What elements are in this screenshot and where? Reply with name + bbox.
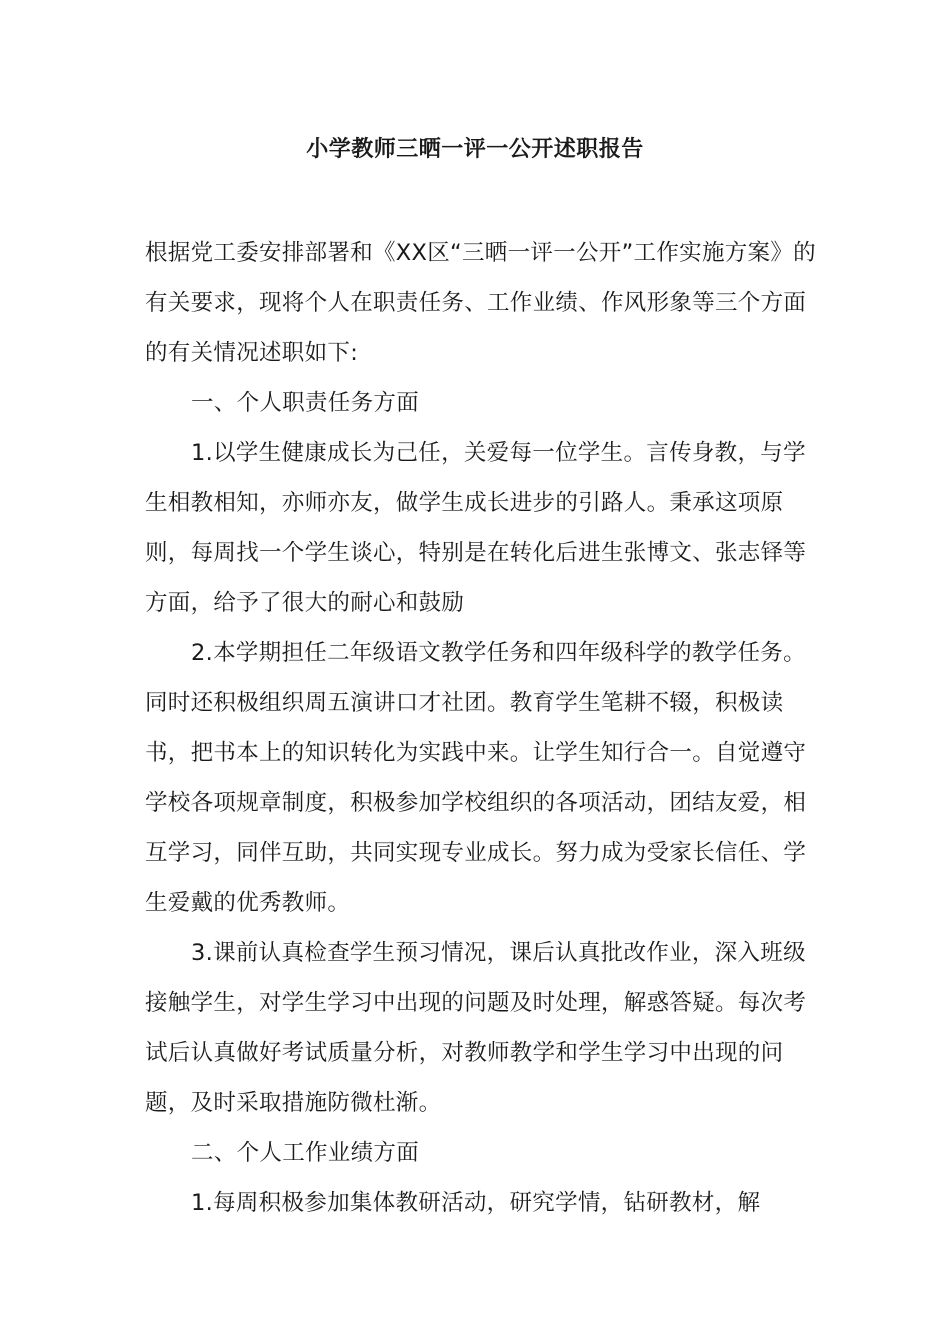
paragraph-1-3: 3.课前认真检查学生预习情况，课后认真批改作业，深入班级接触学生，对学生学习中出现的问题及时处理，解惑答疑。每次考试后认真做好考试质量分析，对教师教学和学生学习中出现的问题，及时采取措施防微杜渐。: [145, 940, 807, 1116]
paragraph-1-2: 2.本学期担任二年级语文教学任务和四年级科学的教学任务。同时还积极组织周五演讲口才社团。教育学生笔耕不辍，积极读书，把书本上的知识转化为实践中来。让学生知行合一。自觉遵守学校各项规章制度，积极参加学校组织的各项活动，团结友爱，相互学习，同伴互助，共同实现专业成长。努力成为受家长信任、学生爱戴的优秀教师。: [145, 640, 807, 916]
intro-paragraph: 根据党工委安排部署和《XX区“三晒一评一公开”工作实施方案》的有关要求，现将个人在职责任务、工作业绩、作风形象等三个方面的有关情况述职如下:: [145, 240, 816, 366]
document-body: [145, 228, 825, 1228]
section-heading-1: 一、个人职责任务方面: [191, 390, 420, 416]
paragraph-2-1: 1.每周积极参加集体教研活动，研究学情，钻研教材，解: [191, 1190, 761, 1216]
document-title: 小学教师三晒一评一公开述职报告: [306, 137, 644, 162]
paragraph-1-1: 1.以学生健康成长为己任，关爱每一位学生。言传身教，与学生相教相知，亦师亦友，做学生成长进步的引路人。秉承这项原则，每周找一个学生谈心，特别是在转化后进生张博文、张志铎等方面，给予了很大的耐心和鼓励: [145, 440, 807, 616]
section-heading-2: 二、个人工作业绩方面: [191, 1140, 420, 1166]
